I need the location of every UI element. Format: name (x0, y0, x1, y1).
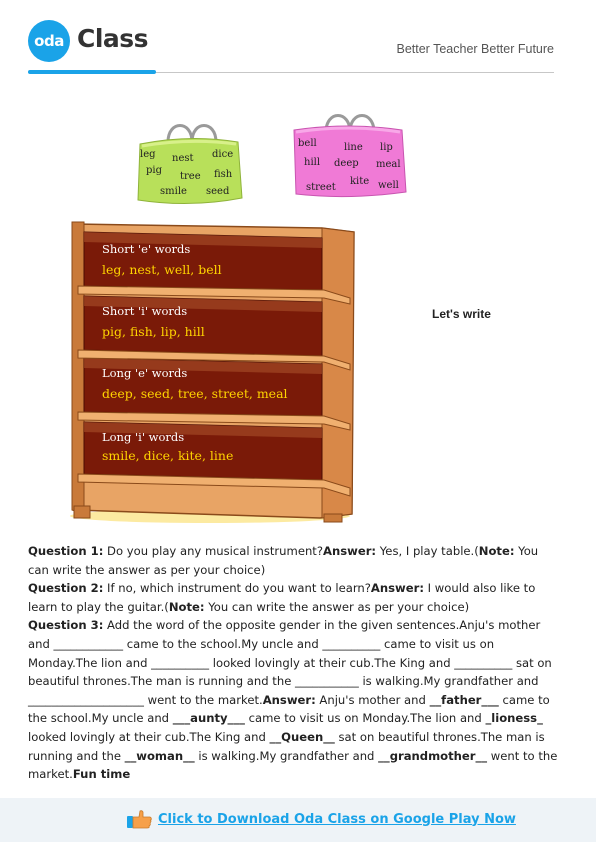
download-link[interactable]: Click to Download Oda Class on Google Play Now (158, 811, 516, 827)
answer-label: Answer: (370, 581, 424, 596)
green-word-bag (134, 118, 246, 208)
bag-word: seed (206, 186, 230, 197)
answer-blank: __grandmother__ (378, 748, 488, 763)
bag-word: well (378, 180, 399, 191)
pink-word-bag (290, 108, 408, 200)
shelf-row-title: Long 'e' words (102, 366, 188, 380)
bag-word: pig (146, 165, 163, 176)
question-3 (28, 616, 560, 783)
bag-word: deep (334, 158, 359, 169)
answer-blank: __woman__ (124, 748, 195, 763)
pointing-hand-icon (126, 808, 152, 830)
shelf-row-title: Short 'e' words (102, 242, 191, 256)
question-label: Question 2: (28, 581, 104, 596)
question-1 (28, 542, 560, 579)
logo-text[interactable]: Class (77, 24, 149, 53)
question-label: Question 1: (28, 544, 104, 558)
bag-word: fish (214, 169, 233, 180)
footer-bar (0, 798, 596, 842)
bag-word: kite (350, 176, 370, 187)
bag-word: tree (180, 171, 201, 182)
shelf-row-title: Long 'i' words (102, 430, 185, 444)
bag-word: line (344, 142, 363, 153)
shelf-row-words: deep, seed, tree, street, meal (102, 386, 288, 401)
bag-word: hill (304, 157, 321, 168)
bag-word: lip (380, 142, 393, 153)
shelf-row-words: leg, nest, well, bell (102, 262, 222, 277)
lets-write-heading: Let's write (432, 307, 491, 321)
question-2 (28, 579, 560, 616)
note-text: You can write the answer as per your choice) (204, 599, 470, 614)
answer-text: went to the market. (28, 748, 558, 782)
question-text: If no, which instrument do you want to learn? (103, 581, 371, 596)
bag-word: smile (160, 186, 187, 197)
bag-word: meal (376, 159, 401, 170)
question-text: Do you play any musical instrument? (103, 544, 324, 558)
answer-text: I would also like to learn to play the guitar.( (28, 581, 536, 614)
question-label: Question 3: (28, 618, 104, 633)
bag-word: street (306, 182, 336, 193)
answer-text: is walking.My grandfather and (194, 748, 379, 763)
answer-blank: __Queen__ (269, 729, 335, 744)
section-heading: Fun time (72, 767, 131, 782)
answer-label: Answer: (323, 544, 377, 558)
question-text: Add the word of the opposite gender in the given sentences.Anju's mother and ____________ came to the school.My uncle and __________ came to visit us on Monday.The lion and __________ looked lovingly at their cub.The King and __________ sat on beautiful thrones.The man is running and the ___________ is walking.My grandfather and ____________________ went to the market. (28, 618, 552, 707)
answer-blank: ___aunty___ (172, 711, 245, 726)
tagline: Better Teacher Better Future (396, 42, 554, 56)
logo-mark: oda (34, 32, 64, 50)
shelf-row-words: pig, fish, lip, hill (102, 324, 205, 339)
answer-blank: __father___ (429, 692, 499, 707)
note-text: You can write the answer as per your choice) (28, 544, 539, 577)
answer-blank: _lioness_ (485, 711, 543, 726)
shelf-row-words: smile, dice, kite, line (102, 448, 234, 463)
bag-word: leg (140, 149, 156, 160)
answer-text: looked lovingly at their cub.The King and (28, 729, 270, 744)
header-accent-bar (28, 70, 156, 74)
shelf-row-title: Short 'i' words (102, 304, 188, 318)
bag-word: dice (212, 149, 234, 160)
bag-word: nest (172, 153, 194, 164)
note-label: Note: (168, 599, 205, 614)
answer-text: came to the school.My uncle and (28, 692, 550, 726)
answer-label: Answer: (262, 692, 316, 707)
oda-logo-icon[interactable] (28, 20, 70, 62)
answer-text: Yes, I play table.( (376, 544, 479, 558)
question-answer-section (28, 542, 560, 784)
answer-text: came to visit us on Monday.The lion and (244, 711, 486, 726)
bag-word: bell (298, 138, 317, 149)
page-header (28, 18, 554, 76)
answer-text: Anju's mother and (315, 692, 430, 707)
answer-text: sat on beautiful thrones.The man is running and the (28, 729, 545, 763)
footer-download-cta[interactable] (126, 808, 516, 830)
note-label: Note: (478, 544, 515, 558)
word-bookshelf (60, 218, 360, 524)
